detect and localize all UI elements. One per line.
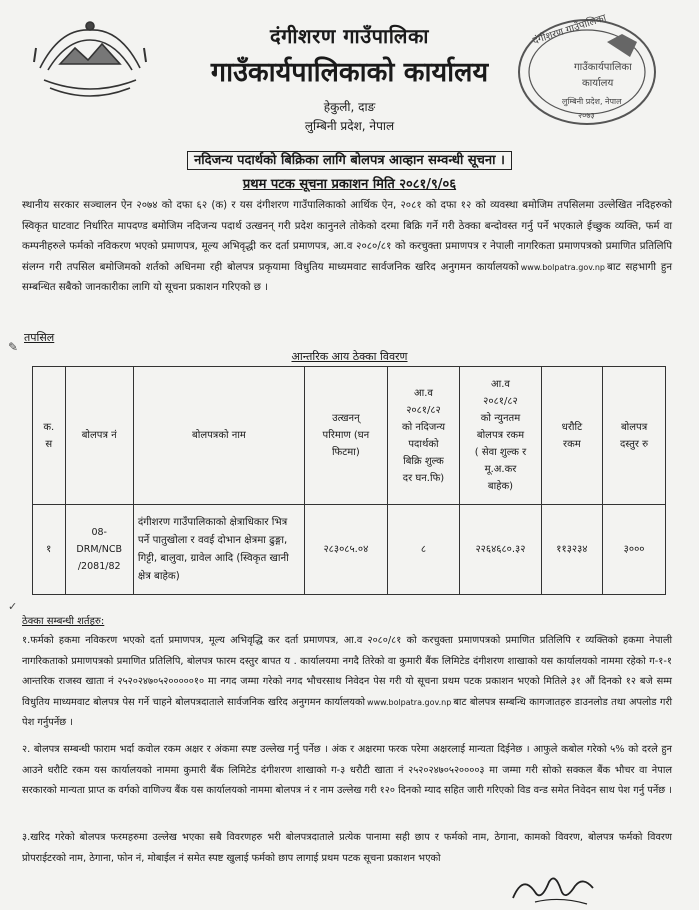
cell-quantity: २८३०८५.०४ xyxy=(305,505,388,595)
cell-bid-name: दंगीशरण गाउँपालिकाको क्षेत्राधिकार भित्र पर्ने पातुखोला र ववई दोभान क्षेत्रमा ढुङ्गा, गिट्टी, बालुवा, ग्रावेल आदि (स्विकृत खानी क्षेत्र बाहेक) xyxy=(133,505,304,595)
cell-bid-no: 08- DRM/NCB /2081/82 xyxy=(65,505,133,595)
cell-rate: ८ xyxy=(387,505,460,595)
term-1: १.फर्मको हकमा नविकरण भएको दर्ता प्रमाणपत्र, मूल्य अभिवृद्धि कर दर्ता प्रमाणपत्र, आ.व २०८०/८१ को करचुक्ता प्रमाणपत्रको प्रमाणित प्रतिलिपि र व्यक्तिको हकमा नेपाली नागरिकताको प्रमाणपत्रको प्रमाणित प्रतिलिपि, बोलपत्र फारम दस्तुर बापत य . कार्यालयमा नगदै तिरेको वा कुमारी बैंक लिमिटेड दंगीशरण शाखाको यस कार्यालयको नाममा रहेको ग-१-१ आन्तरिक राजस्व खाता नं २५२०२४७०५२०००००१० मा नगद जम्मा गरेको नगद भौचरसाथ निवेदन पेस गरी यो सूचना प्रथम पटक प्रकाशन भएको मितिले ३१ औं दिनको १२ बजे सम्म विधुतिय माध्यमवाट बोलपत्र पेस गर्ने चाहने बोलपत्रदाताले सार्वजनिक खरिद अनुगमन कार्यालयको www.bolpatra.gov.np बाट बोलपत्र सम्बन्धि कागजातहरु डाउनलोड तथा अपलोड गरी पेश गर्नुपर्नेछ । xyxy=(22,635,672,728)
cell-fee: ३००० xyxy=(603,505,666,595)
svg-text:लुम्बिनी प्रदेश, नेपाल: लुम्बिनी प्रदेश, नेपाल xyxy=(562,97,622,106)
table-header-row xyxy=(33,367,666,505)
cell-sn: १ xyxy=(33,505,66,595)
office-province: लुम्बिनी प्रदेश, नेपाल xyxy=(304,119,395,133)
term-3: ३.खरिद गरेको बोलपत्र फरमहरुमा उल्लेख भएका सबै विवरणहरु भरी बोलपत्रदाताले प्रत्येक पानामा सही छाप र फर्मको नाम, ठेगाना, कामको विवरण, बोलपत्र फर्मको विवरण प्रोपराईटरको नाम, ठेगाना, फोन नं, मोबाईल नं समेत स्पष्ट खुलाई फर्मको छाप लागाई प्रथम पटक सूचना प्रकाशन भएको xyxy=(22,832,672,864)
margin-mark-2: ✓ xyxy=(8,600,18,613)
contract-table xyxy=(32,366,666,595)
term-2: २. बोलपत्र सम्बन्धी फाराम भर्दा कवोल रकम अक्षर र अंकमा स्पष्ट उल्लेख गर्नु पर्नेछ । अंक र अक्षरमा फरक परेमा अक्षरलाई मान्यता दिईनेछ । आफुले कबोल गरेको ५% को दरले हुन आउने धरौटि रकम यस कार्यालयको नाममा कुमारी बैंक लिमिटेड दंगीशरण शाखाको ग-३ धरौटी खाता नं २५२०२४७०५२००००३ मा जम्मा गरी सोको सक्कल बैंक भौचर वा नेपाल सरकारको मान्यता प्राप्त क वर्गको वाणिज्य बैंक यस कार्यालयको नाममा बोलपत्र नं र नाम उल्लेख गरी १२० दिनको म्याद सहित जारी गरिएको विड वन्ड समेत निवेदन साथ पेश गर्नु पर्नेछ । xyxy=(22,744,672,796)
svg-text:दंगीशरण गाउँपालिका: दंगीशरण गाउँपालिका xyxy=(531,12,608,47)
municipality-name: दंगीशरण गाउँपालिका xyxy=(270,24,429,48)
col-header-bid-no: बोलपत्र नं xyxy=(65,367,133,505)
cell-deposit: ११३२३४ xyxy=(541,505,603,595)
col-header-min-amount: आ.व २०८१/८२ को न्युनतम बोलपत्र रकम ( सेवा शुल्क र मू.अ.कर बाहेक) xyxy=(460,367,541,505)
tapasil-label: तपसिल xyxy=(24,331,55,344)
table-row xyxy=(33,505,666,595)
bolpatra-link[interactable]: www.bolpatra.gov.np xyxy=(520,262,606,272)
office-seal-stamp xyxy=(512,12,662,132)
svg-text:गाउँकार्यपालिका: गाउँकार्यपालिका xyxy=(574,62,632,73)
cell-min-amount: २२६४६८०.३२ xyxy=(460,505,541,595)
col-header-sn: क. स xyxy=(33,367,66,505)
margin-mark: ✎ xyxy=(8,340,19,354)
intro-paragraph: स्थानीय सरकार सञ्चालन ऐन २०७४ को दफा ६२ (क) र यस दंगीशरण गाउँपालिकाको आर्थिक ऐन, २०८१ को दफा १२ को व्यवस्था बमोजिम तपसिलमा उल्लेखित नदिहरुको स्विकृत घाटवाट निर्धारित मापदण्ड बमोजिम नदिजन्य पदार्थ उत्खनन् गरी प्रदेश कानुनले तोकेको दरमा बिक्रि गर्ने गरी ठेक्का बन्दोवस्त गर्नु पर्ने भएकाले ईच्छुक व्यक्ति, फर्म वा कम्पनीहरुले फर्मको नविकरण भएको प्रमाणपत्र, मूल्य अभिवृद्धी कर दर्ता प्रमाणपत्र, आ.व २०८०/८१ को करचुक्ता प्रमाणपत्र र नेपाली नागरिकता प्रमाणपत्रको प्रमाणित प्रतिलिपि संलग्न गरी तपसिल बमोजिमको शर्तको अधिनमा रही बोलपत्र प्रकृयामा विधुतिय माध्यमवाट सार्वजनिक खरिद अनुगमन कार्यालयको www.bolpatra.gov.np बाट सहभागी हुन सम्बन्धित सबैको जानकारीका लागि यो सूचना प्रकाशन गरिएको छ । xyxy=(22,200,672,293)
svg-text:२०७३: २०७३ xyxy=(578,111,595,120)
bolpatra-link-2[interactable]: www.bolpatra.gov.np xyxy=(367,697,452,707)
col-header-deposit: धरौटि रकम xyxy=(541,367,603,505)
terms-heading: ठेक्का सम्बन्धी शर्तहरु: xyxy=(22,616,105,627)
col-header-rate: आ.व २०८१/८२ को नदिजन्य पदार्थको बिक्रि शुल्क दर घन.फि) xyxy=(387,367,460,505)
table-title: आन्तरिक आय ठेक्का विवरण xyxy=(291,350,408,363)
col-header-quantity: उत्खनन् परिमाण (घन फिटमा) xyxy=(305,367,388,505)
office-address: हेकुली, दाङ xyxy=(323,100,376,114)
notice-title: नदिजन्य पदार्थको बिक्रिका लागि बोलपत्र आव्हान सम्वन्धी सूचना । xyxy=(0,150,699,168)
col-header-fee: बोलपत्र दस्तुर रु xyxy=(603,367,666,505)
office-name: गाउँकार्यपालिकाको कार्यालय xyxy=(210,57,489,88)
svg-text:कार्यालय: कार्यालय xyxy=(582,78,614,89)
col-header-bid-name: बोलपत्रको नाम xyxy=(133,367,304,505)
notice-publish-date: प्रथम पटक सूचना प्रकाशन मिति २०८१/९/०६ xyxy=(242,177,457,192)
signature xyxy=(505,868,600,910)
